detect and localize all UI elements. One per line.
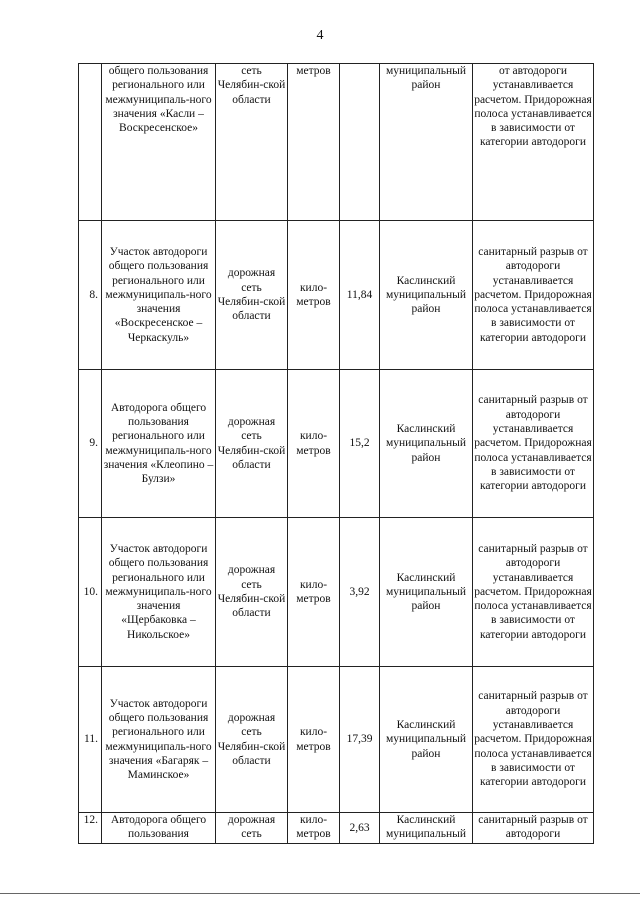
table-row <box>79 370 594 518</box>
road-network: дорожная сеть Челябин-ской области <box>216 221 288 370</box>
scan-edge-line <box>0 893 640 894</box>
table-row <box>79 518 594 667</box>
road-network: сеть Челябин-ской области <box>216 64 288 221</box>
road-length: 17,39 <box>340 667 380 813</box>
length-unit: кило-метров <box>288 518 340 667</box>
district: Каслинский муниципальный <box>380 813 473 844</box>
row-number <box>79 64 102 221</box>
zone-note: санитарный разрыв от автодороги устанавливается расчетом. Придорожная полоса устанавливается в зависимости от категории автодороги <box>473 667 594 813</box>
district: Каслинский муниципальный район <box>380 518 473 667</box>
table-row <box>79 64 594 221</box>
district: Каслинский муниципальный район <box>380 221 473 370</box>
road-length: 3,92 <box>340 518 380 667</box>
district: Каслинский муниципальный район <box>380 370 473 518</box>
table-row <box>79 221 594 370</box>
zone-note: санитарный разрыв от автодороги <box>473 813 594 844</box>
length-unit: метров <box>288 64 340 221</box>
length-unit: кило-метров <box>288 370 340 518</box>
table-row <box>79 667 594 813</box>
row-number: 11. <box>79 667 102 813</box>
road-length <box>340 64 380 221</box>
row-number: 10. <box>79 518 102 667</box>
road-name: Участок автодороги общего пользования регионального или межмуниципаль-ного значения «Багаряк – Маминское» <box>102 667 216 813</box>
zone-note: санитарный разрыв от автодороги устанавливается расчетом. Придорожная полоса устанавливается в зависимости от категории автодороги <box>473 518 594 667</box>
district: Каслинский муниципальный район <box>380 667 473 813</box>
road-length: 11,84 <box>340 221 380 370</box>
length-unit: кило-метров <box>288 221 340 370</box>
row-number: 8. <box>79 221 102 370</box>
row-number: 12. <box>79 813 102 844</box>
road-length: 15,2 <box>340 370 380 518</box>
length-unit: кило-метров <box>288 667 340 813</box>
length-unit: кило-метров <box>288 813 340 844</box>
zone-note: от автодороги устанавливается расчетом. Придорожная полоса устанавливается в зависимости от категории автодороги <box>473 64 594 221</box>
road-network: дорожная сеть <box>216 813 288 844</box>
road-name: Участок автодороги общего пользования регионального или межмуниципаль-ного значения «Воскресенское – Черкаскуль» <box>102 221 216 370</box>
zone-note: санитарный разрыв от автодороги устанавливается расчетом. Придорожная полоса устанавливается в зависимости от категории автодороги <box>473 221 594 370</box>
row-number: 9. <box>79 370 102 518</box>
road-length: 2,63 <box>340 813 380 844</box>
district: муниципальный район <box>380 64 473 221</box>
zone-note: санитарный разрыв от автодороги устанавливается расчетом. Придорожная полоса устанавливается в зависимости от категории автодороги <box>473 370 594 518</box>
road-name: Участок автодороги общего пользования регионального или межмуниципаль-ного значения «Щербаковка – Никольское» <box>102 518 216 667</box>
road-name: Автодорога общего пользования регионального или межмуниципаль-ного значения «Клеопино – Булзи» <box>102 370 216 518</box>
road-network: дорожная сеть Челябин-ской области <box>216 667 288 813</box>
page-number: 4 <box>316 28 324 43</box>
road-name: общего пользования регионального или межмуниципаль-ного значения «Касли – Воскресенское» <box>102 64 216 221</box>
road-network: дорожная сеть Челябин-ской области <box>216 518 288 667</box>
table-row <box>79 813 594 844</box>
road-name: Автодорога общего пользования <box>102 813 216 844</box>
road-network: дорожная сеть Челябин-ской области <box>216 370 288 518</box>
roads-table <box>78 63 594 844</box>
